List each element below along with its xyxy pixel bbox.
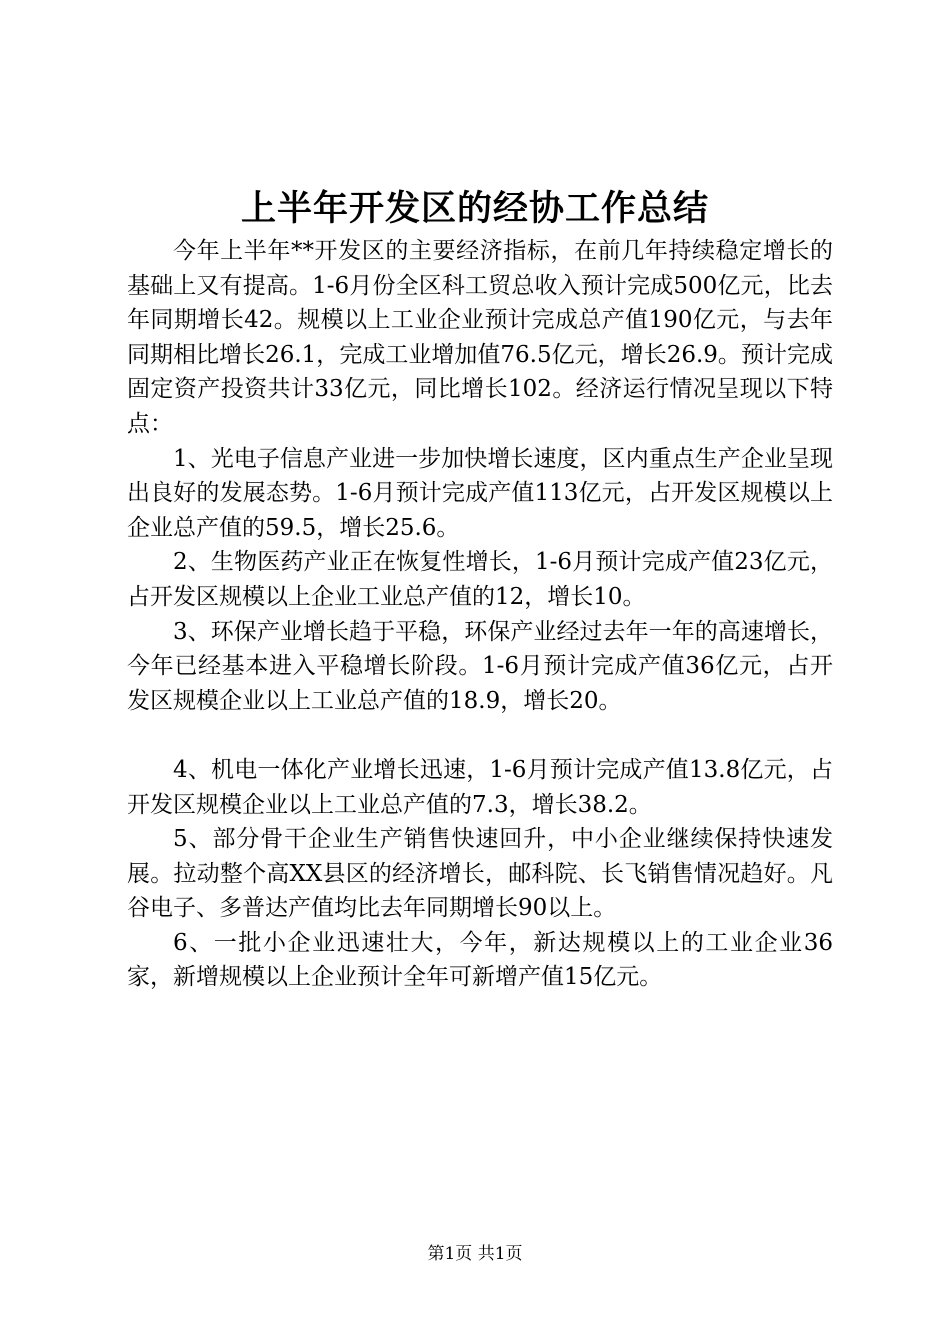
- page-number-footer: 第1页 共1页: [427, 1244, 523, 1264]
- point-2-paragraph: 2、生物医药产业正在恢复性增长，1-6月预计完成产值23亿元，占开发区规模以上企业工业总产值的12，增长10。: [127, 549, 833, 610]
- point-3-paragraph: 3、环保产业增长趋于平稳，环保产业经过去年一年的高速增长，今年已经基本进入平稳增长阶段。1-6月预计完成产值36亿元，占开发区规模企业以上工业总产值的18.9，增长20。: [127, 618, 833, 714]
- intro-paragraph: 今年上半年**开发区的主要经济指标，在前几年持续稳定增长的基础上又有提高。1-6月份全区科工贸总收入预计完成500亿元，比去年同期增长42。规模以上工业企业预计完成总产值190亿元，与去年同期相比增长26.1，完成工业增加值76.5亿元，增长26.9。预计完成固定资产投资共计33亿元，同比增长102。经济运行情况呈现以下特点：: [127, 238, 833, 437]
- point-6-paragraph: 6、一批小企业迅速壮大，今年，新达规模以上的工业企业36家，新增规模以上企业预计全年可新增产值15亿元。: [127, 929, 833, 991]
- point-4-paragraph: 4、机电一体化产业增长迅速，1-6月预计完成产值13.8亿元，占开发区规模企业以上工业总产值的7.3，增长38.2。: [127, 756, 833, 818]
- document-title: 上半年开发区的经协工作总结: [240, 188, 709, 229]
- point-5-paragraph: 5、部分骨干企业生产销售快速回升，中小企业继续保持快速发展。拉动整个高XX县区的经济增长，邮科院、长飞销售情况趋好。凡谷电子、多普达产值均比去年同期增长90以上。: [127, 826, 833, 922]
- document-body: [127, 234, 833, 995]
- point-1-paragraph: 1、光电子信息产业进一步加快增长速度，区内重点生产企业呈现出良好的发展态势。1-6月预计完成产值113亿元，占开发区规模以上企业总产值的59.5，增长25.6。: [127, 445, 833, 541]
